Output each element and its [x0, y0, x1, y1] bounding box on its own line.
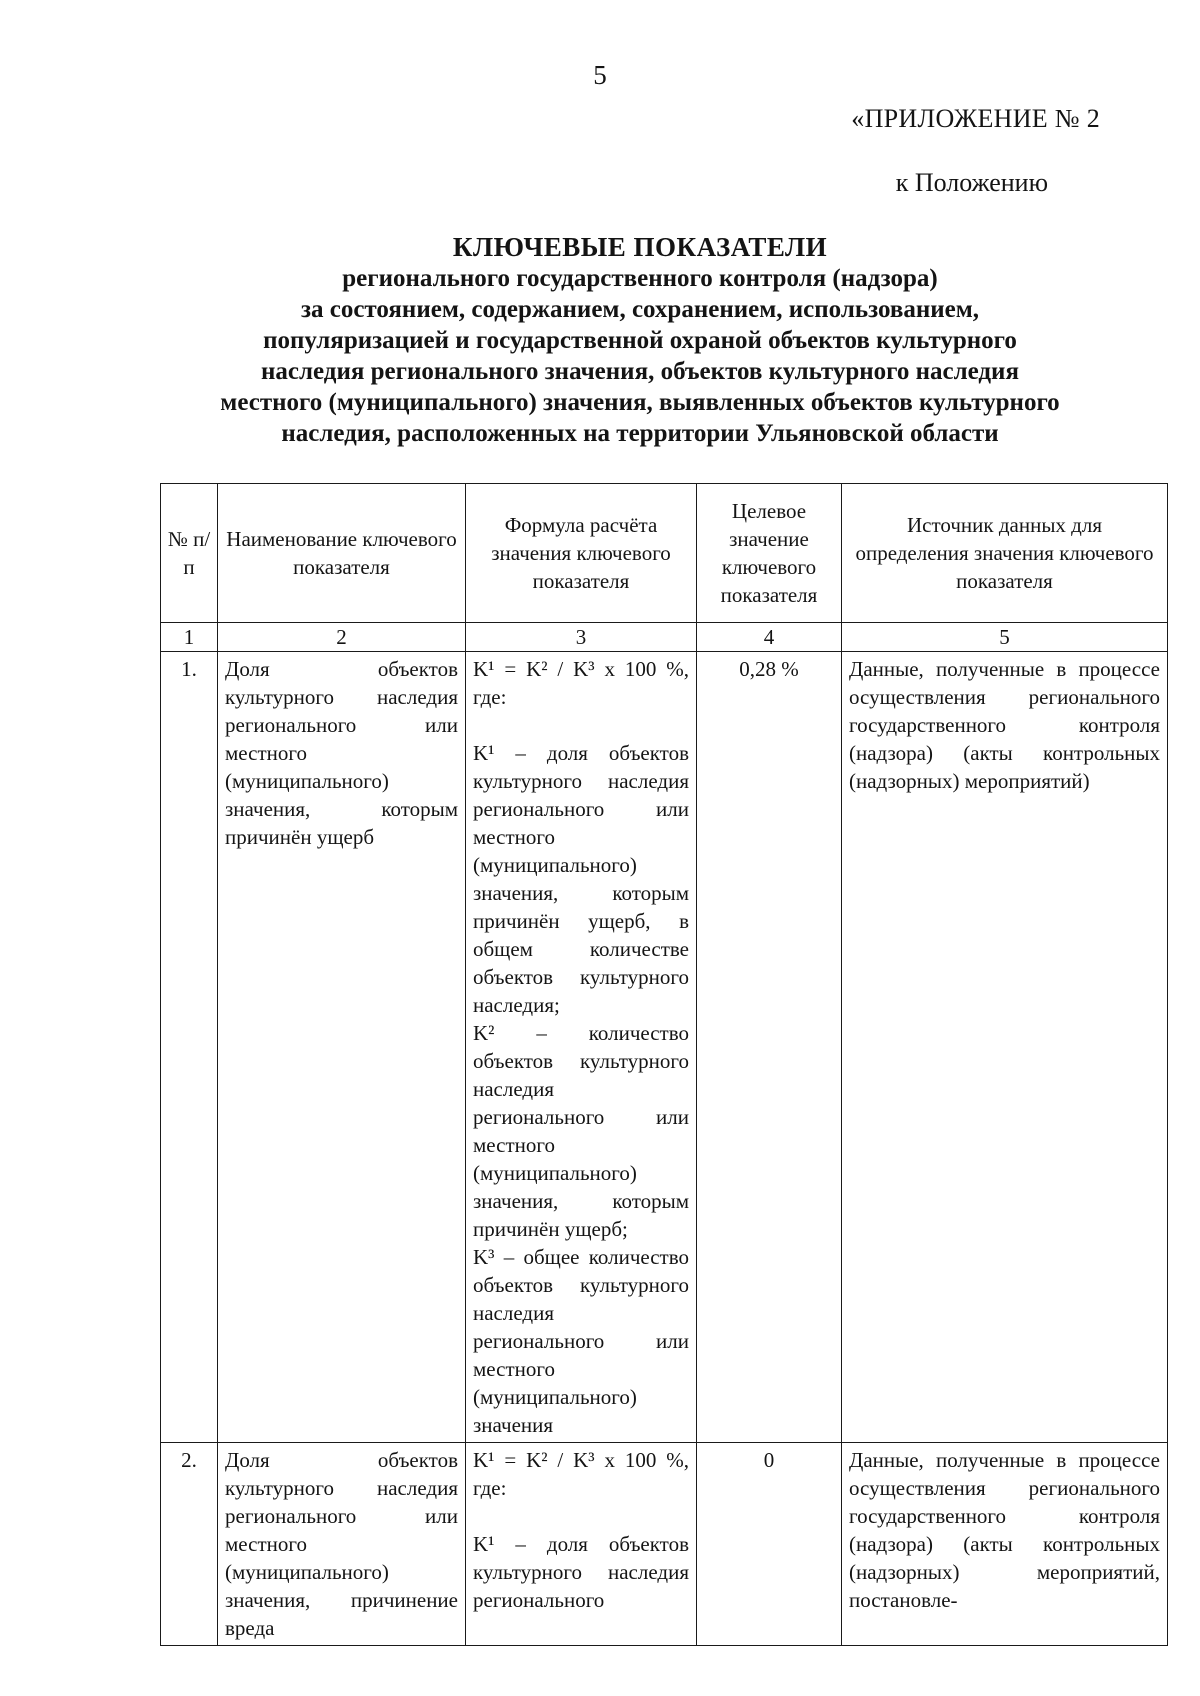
- document-subtitle-line: местного (муниципального) значения, выявленных объектов культурного: [220, 389, 1060, 416]
- document-subtitle-line: за состоянием, содержанием, сохранением, использованием,: [300, 296, 980, 323]
- document-subtitle-line: регионального государственного контроля (надзора): [342, 265, 938, 292]
- header-target-value: Целевое значение ключевого показателя: [697, 484, 842, 623]
- formula-definition: K¹ – доля объектов культурного наследия регионального: [473, 1532, 689, 1612]
- indicators-table: [160, 483, 1168, 1646]
- column-numbers-row: [161, 623, 1168, 652]
- target-value: 0,28 %: [697, 652, 842, 1443]
- column-number: 4: [697, 623, 842, 652]
- table-header-row: [161, 484, 1168, 623]
- data-source: Данные, полученные в процессе осуществления регионального государственного контроля (надзора) (акты контрольных (надзорных) мероприятий, постановле-: [842, 1443, 1168, 1646]
- formula-definition: K² – количество объектов культурного наследия регионального или местного (муниципального) значения, которым причинён ущерб;: [473, 1021, 689, 1241]
- column-number: 2: [218, 623, 466, 652]
- header-data-source: Источник данных для определения значения ключевого показателя: [842, 484, 1168, 623]
- formula-definition: K³ – общее количество объектов культурного наследия регионального или местного (муниципального) значения: [473, 1245, 689, 1437]
- formula-cell: [466, 652, 697, 1443]
- formula-equation: K¹ = K² / K³ x 100 %, где:: [473, 657, 689, 709]
- document-subtitle-line: наследия регионального значения, объектов культурного наследия: [261, 358, 1019, 385]
- formula-equation: K¹ = K² / K³ x 100 %, где:: [473, 1448, 689, 1500]
- row-number: 2.: [161, 1443, 218, 1646]
- page-number: 5: [593, 60, 607, 90]
- header-number: № п/п: [161, 484, 218, 623]
- data-source: Данные, полученные в процессе осуществления регионального государственного контроля (надзора) (акты контрольных (надзорных) мероприятий): [842, 652, 1168, 1443]
- header-indicator-name: Наименование ключевого показателя: [218, 484, 466, 623]
- indicator-name: Доля объектов культурного наследия регионального или местного (муниципального) значения, причинение вреда: [218, 1443, 466, 1646]
- row-number: 1.: [161, 652, 218, 1443]
- formula-cell: [466, 1443, 697, 1646]
- document-title: КЛЮЧЕВЫЕ ПОКАЗАТЕЛИ: [452, 232, 828, 262]
- appendix-subtitle: к Положению: [895, 168, 1048, 197]
- table-row: [161, 1443, 1168, 1646]
- header-formula: Формула расчёта значения ключевого показателя: [466, 484, 697, 623]
- indicator-name: Доля объектов культурного наследия регионального или местного (муниципального) значения, которым причинён ущерб: [218, 652, 466, 1443]
- column-number: 5: [842, 623, 1168, 652]
- appendix-title: «ПРИЛОЖЕНИЕ № 2: [851, 104, 1100, 133]
- document-subtitle-line: наследия, расположенных на территории Ульяновской области: [281, 420, 999, 447]
- target-value: 0: [697, 1443, 842, 1646]
- table-row: [161, 652, 1168, 1443]
- column-number: 3: [466, 623, 697, 652]
- column-number: 1: [161, 623, 218, 652]
- document-title-block: [150, 232, 1130, 449]
- document-subtitle-line: популяризацией и государственной охраной объектов культурного: [263, 327, 1017, 354]
- formula-definition: K¹ – доля объектов культурного наследия регионального или местного (муниципального) значения, которым причинён ущерб, в общем количестве объектов культурного наследия;: [473, 741, 689, 1017]
